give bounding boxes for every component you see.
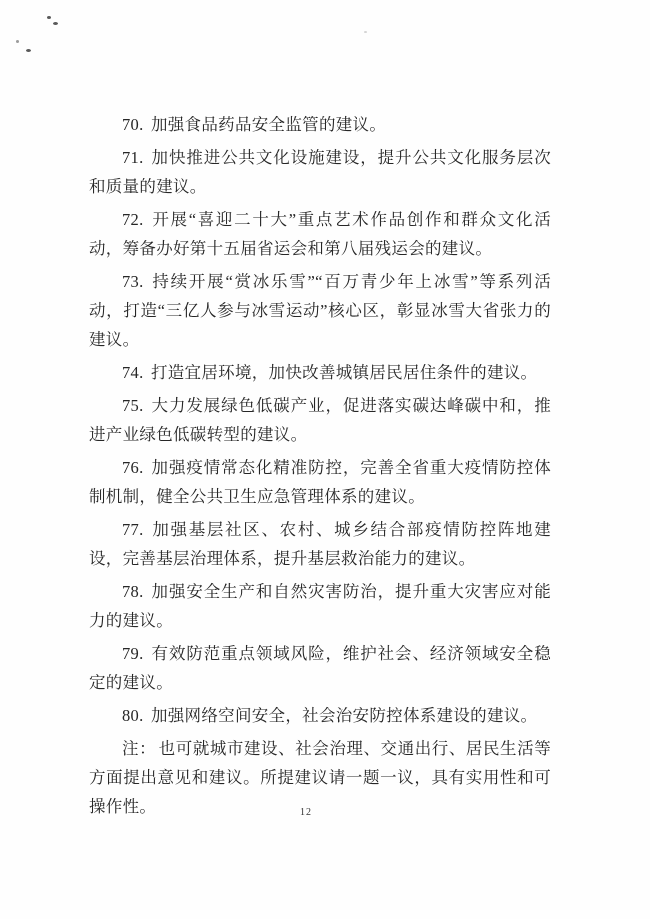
scan-speckle [53,22,58,25]
item-number: 76. [122,458,144,477]
list-item [89,267,551,354]
list-item [89,110,551,139]
scan-speckle [364,31,367,33]
item-text: 加强安全生产和自然灾害防治，提升重大灾害应对能力的建议。 [89,582,551,630]
note-text: 也可就城市建设、社会治理、交通出行、居民生活等方面提出意见和建议。所提建议请一题一议，具有实用性和可操作性。 [89,739,551,816]
list-item [89,515,551,573]
item-text: 持续开展“赏冰乐雪”“百万青少年上冰雪”等系列活动，打造“三亿人参与冰雪运动”核心区，彰显冰雪大省张力的建议。 [89,272,551,349]
list-item [89,639,551,697]
item-number: 78. [122,582,144,601]
list-item [89,143,551,201]
item-number: 71. [122,148,144,167]
item-text: 打造宜居环境，加快改善城镇居民居住条件的建议。 [150,363,538,382]
item-number: 80. [122,706,144,725]
item-text: 开展“喜迎二十大”重点艺术作品创作和群众文化活动，筹备办好第十五届省运会和第八届残运会的建议。 [89,210,551,258]
scan-speckle [47,16,51,19]
item-text: 加强食品药品安全监管的建议。 [150,115,387,134]
list-item [89,577,551,635]
list-item [89,391,551,449]
item-number: 77. [122,520,144,539]
page-number: 12 [300,807,312,818]
item-text: 加强网络空间安全，社会治安防控体系建设的建议。 [150,706,538,725]
list-item [89,701,551,730]
item-number: 70. [122,115,144,134]
item-number: 73. [122,272,144,291]
item-text: 大力发展绿色低碳产业，促进落实碳达峰碳中和，推进产业绿色低碳转型的建议。 [89,396,551,444]
item-text: 有效防范重点领域风险，维护社会、经济领域安全稳定的建议。 [89,644,551,692]
item-text: 加快推进公共文化设施建设，提升公共文化服务层次和质量的建议。 [89,148,551,196]
suggestion-list [89,110,551,730]
item-text: 加强疫情常态化精准防控，完善全省重大疫情防控体制机制，健全公共卫生应急管理体系的建议。 [89,458,551,506]
item-number: 72. [122,210,144,229]
page-content [89,110,551,821]
item-number: 74. [122,363,144,382]
scan-speckle [16,40,19,43]
item-number: 75. [122,396,144,415]
list-item [89,205,551,263]
item-text: 加强基层社区、农村、城乡结合部疫情防控阵地建设，完善基层治理体系，提升基层救治能力的建议。 [89,520,551,568]
list-item [89,453,551,511]
note-label: 注： [122,739,157,758]
item-number: 79. [122,644,144,663]
list-item [89,358,551,387]
scan-speckle [26,49,31,52]
